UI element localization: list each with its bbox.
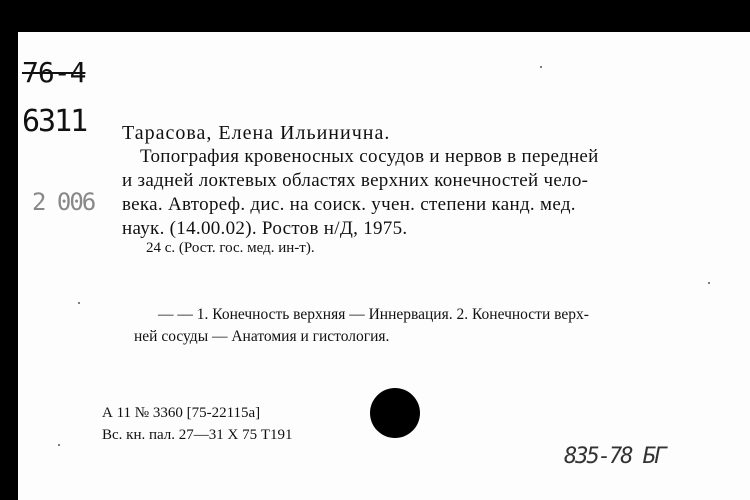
- catalog-number-line-2: Вс. кн. пал. 27—31 Х 75 Т191: [102, 427, 293, 443]
- catalog-number-line-1: А 11 № 3360 [75-22115а]: [102, 405, 261, 421]
- handwritten-number: 6311: [22, 104, 87, 139]
- handwritten-code-bottom: 835-78 БГ: [564, 444, 666, 469]
- subject-headings-line-1: — — 1. Конечность верхняя — Иннервация. 2. Конечности верх-: [158, 306, 589, 323]
- dust-speck: [540, 66, 542, 68]
- pages-publisher-line: 24 с. (Рост. гос. мед. ин-т).: [146, 240, 315, 256]
- catalog-card: [18, 32, 750, 500]
- dust-speck: [78, 302, 80, 304]
- title-line-4: наук. (14.00.02). Ростов н/Д, 1975.: [122, 218, 408, 239]
- handwritten-code-top: 76-4: [22, 56, 86, 89]
- dust-speck: [58, 444, 60, 446]
- title-line-2: и задней локтевых областях верхних конечностей чело-: [122, 170, 589, 191]
- punch-hole: [370, 388, 420, 438]
- dust-speck: [708, 282, 710, 284]
- author-name: Тарасова, Елена Ильинична.: [122, 122, 391, 144]
- title-line-3: века. Автореф. дис. на соиск. учен. степени канд. мед.: [122, 194, 576, 215]
- subject-headings-line-2: ней сосуды — Анатомия и гистология.: [134, 328, 390, 345]
- title-line-1: Топография кровеносных сосудов и нервов в передней: [140, 146, 599, 167]
- handwritten-faint-note: 2 006: [32, 188, 95, 216]
